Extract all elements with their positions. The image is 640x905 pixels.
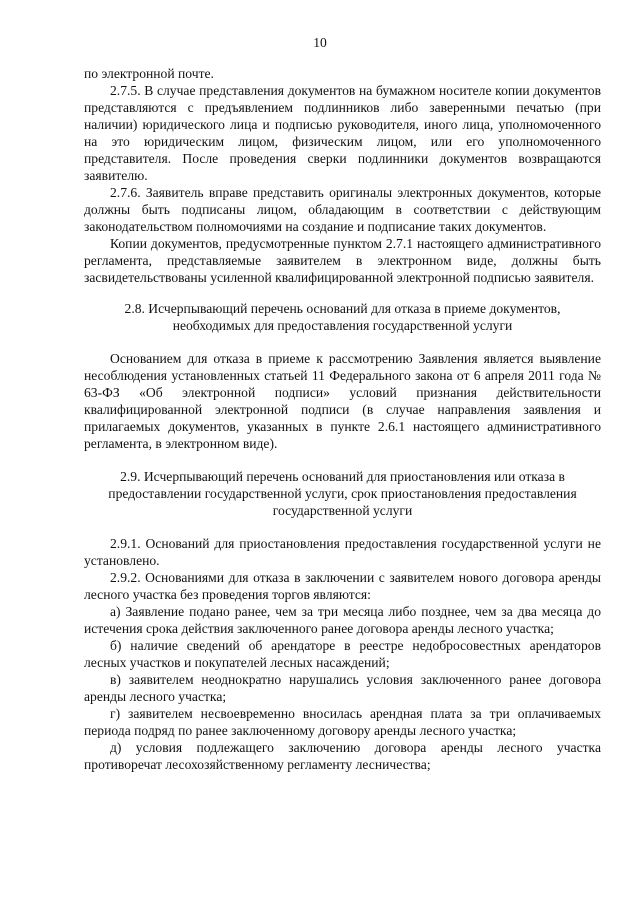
list-item-b: б) наличие сведений об арендаторе в реестре недобросовестных арендаторов лесных участков и покупателей лесных насаждений; (84, 638, 601, 670)
paragraph-refusal-grounds: Основанием для отказа в приеме к рассмотрению Заявления является выявление несоблюдения установленных статьей 11 Федерального закона от 6 апреля 2011 года № 63-ФЗ «Об электронной подписи» условий признания действительности квалифицированной электронной подписи (в случае направления заявления и прилагаемых документов, указанных в пункте 2.6.1 настоящего административного регламента, в электронном виде). (84, 351, 601, 451)
list-item-d: д) условия подлежащего заключению договора аренды лесного участка противоречат лесохозяйственному регламенту лесничества; (84, 740, 601, 772)
page-number: 10 (313, 35, 327, 50)
paragraph-2-9-1: 2.9.1. Оснований для приостановления предоставления государственной услуги не установлено. (84, 536, 601, 568)
document-body (84, 65, 601, 773)
paragraph-2-9-2: 2.9.2. Основаниями для отказа в заключении с заявителем нового договора аренды лесного участка без проведения торгов являются: (84, 570, 601, 602)
list-item-g: г) заявителем несвоевременно вносилась арендная плата за три оплачиваемых периода подряд по ранее заключенному договору аренды лесного участка; (84, 706, 601, 738)
list-item-a: а) Заявление подано ранее, чем за три месяца либо позднее, чем за два месяца до истечения срока действия заключенного ранее договора аренды лесного участка; (84, 604, 601, 636)
paragraph-copies: Копии документов, предусмотренные пунктом 2.7.1 настоящего административного регламента, представляемые заявителем в электронном виде, должны быть засвидетельствованы усиленной квалифицированной электронной подписью заявителя. (84, 236, 601, 285)
paragraph-2-7-6: 2.7.6. Заявитель вправе представить оригиналы электронных документов, которые должны быть подписаны лицом, обладающим в соответствии с действующим законодательством полномочиями на создание и подписание таких документов. (84, 185, 601, 234)
section-heading-2-9: 2.9. Исчерпывающий перечень оснований для приостановления или отказа в предоставлении государственной услуги, срок приостановления предоставления государственной услуги (108, 469, 577, 518)
list-item-v: в) заявителем неоднократно нарушались условия заключенного ранее договора аренды лесного участка; (84, 672, 601, 704)
paragraph-2-7-5: 2.7.5. В случае представления документов на бумажном носителе копии документов представляются с предъявлением подлинников либо заверенными печатью (при наличии) юридического лица и подписью руководителя, иного лица, уполномоченного на это юридическим лицом, физическим лицом, или его уполномоченного представителя. После проведения сверки подлинники документов возвращаются заявителю. (84, 83, 601, 183)
section-heading-2-8: 2.8. Исчерпывающий перечень оснований для отказа в приеме документов, необходимых для предоставления государственной услуги (124, 301, 561, 333)
paragraph-continuation: по электронной почте. (84, 66, 214, 81)
